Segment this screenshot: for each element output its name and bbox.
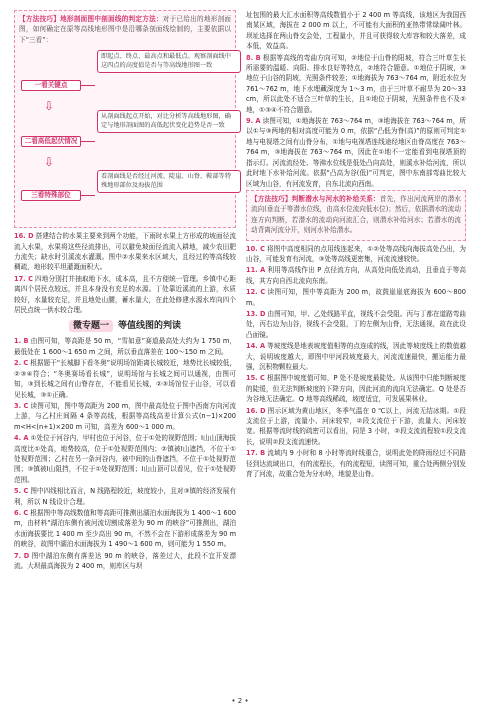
flow-desc-3: 看剖面线是否经过河流、陡崖、山脊、鞍部等特殊地形部位及海拔范围 — [97, 170, 241, 193]
section-heading: 等值线图的判读 — [118, 321, 182, 332]
section-title — [14, 320, 236, 332]
tip-text: 首先，作出河流两岸的潜水流向(垂直于等潜水位线，由高水位流向低水位)；然后，依据潜水的流动连方向判断，若潜水的流动向河流汇合，则潜水补给河水；若潜水的流动背离河流分开，则河水补给潜水。 — [251, 194, 462, 235]
flow-connector — [81, 85, 95, 86]
answer-item: 17. B 流域内 9 小时和 8 小时等流时线重合，说明此处的降雨经过不同路径到达流域出口，有的流程长，有的流程短，读图可知，重合处两侧分别发育了河流，故重合处为分水岭，地貌是山脊。 — [246, 449, 466, 479]
answer-item: 9. A 读图可知，①地海拔在 763～764 m，③地海拔在 763～764 m，所以①与③两地的相对高度可能为 0 m，依据“凸低为脊(高)”的原则可判定①地与电视塔之间有山脊分布，①地与电视塔连线途经地区由脊高度在 763～764 m，③地海拔在 763～764 m，因此在①地不一定能看到电视塔顶的指示灯。河流流经处、等沸水位线是低处凸向高处，则溪水补给河流，所以此时地下水补给河流。依据“凸高为谷(低)”可判定，图中东南部弯曲比较大区域为山谷，有河流发育，自东北流向西南。 — [246, 117, 466, 188]
answer-item: 14. A 等坡度线是地表坡度值相等的点连成的线，因此等坡度线上的数值越大，说明坡度越大，即图中甲河段坡度最大，河流流速最快，搬运能力最强，沉积物颗粒最大。 — [246, 342, 466, 371]
answer-item: 5. C 图中四线相比而言，N 线路程较近，坡度较小，且对③镇的经济发展有利，所以 N 线设计合理。 — [14, 487, 236, 506]
answer-item: 15. C 根据图中坡度值可知，P 处不是坡度最陡处。从该图中只能判断坡度的陡缓，但无法判断坡度的下降方向，因此河流的流向无法确定。Q 处是否为谷地无法确定。Q 地等高线稀疏，坡度适宜，可发展果林业。 — [246, 374, 466, 404]
right-column — [246, 10, 466, 480]
answer-item: 4. A ①处位于河谷内，甲村也位于河谷，位于①处的视野范围；Ⅰ山山顶海拔高度比①处高，地势较高，位于①处视野范围内；②镇被Ⅰ山遮挡，不位于①处视野范围；乙村在另一条河谷内，被中间的山脊遮挡，不位于①处视野范围；③镇被Ⅰ山阻挡，不位于①处视野范围；Ⅰ山山顶可以看见，位于①处视野范围。 — [14, 434, 236, 484]
answer-item: 17. C 四地分别打井抽取地下水，成本高，且不方便统一管理。乡镇中心距离四个居民点较远，并且本身没有充足的水源。丁处靠近溪流的上游，水质较好，水量较充足，并且地处山腰，蓄水量大，在此处修建水源水库向四个居民点统一供水较合理。 — [14, 274, 236, 315]
tip-box-groundwater — [246, 190, 466, 241]
section-pill: 微专题一 — [69, 320, 113, 332]
flow-step-3: 三看特殊部位 — [21, 190, 81, 201]
flow-step-1: 一看关键点 — [21, 80, 81, 91]
arrow-down-icon: ⇩ — [43, 99, 55, 114]
answer-item: 8. B 根据等高线的弯曲方向可知，②地位于山脊的阳坡，符合三叶草生长所需要的温暖、向阳、排水良好等特点，②地符合题意。①地位于阴坡，③地位于山谷的阴坡，光照条件较差；①地海拔为 763～764 m，附近水位为 761～762 m，地下水埋藏深度为 1～3 m，由于三叶草不耐旱为 20～33 cm，所以此处不适合三叶草的生长，且①地位于阴坡，光照条件也不及②地，①③④不符合题意。 — [246, 53, 466, 114]
flow-desc-2: 从剖面线起点开始，对比分析等高线地形图，确定与地形剖面图的高低起伏变化趋势是否一致 — [97, 110, 241, 133]
answer-item: 12. C 读图可知，图中等高距为 200 m，故鼓崖崖底海拔为 600～800 m。 — [246, 288, 466, 307]
answer-item: 7. D 图中湖泊东侧有落差达 90 m 的峡谷，落差过大，此段不宜开发漂流。大坝最高海拔为 2 400 m，则库区与坝 — [14, 551, 236, 570]
answer-item: 16. D 搭建结合的水果主要来到两个功能，下雨时水果上方形成的坡面径流流入水果，水果将这些径流排出，可以避免坡面径流流入耕地，减少农田肥力流失；缺水时引溪流水灌溉。图中②水果来水区域大，且经过的等高线较稠疏，地形较平坦灌溉面积大。 — [14, 232, 237, 272]
tip-heading: 【方法技巧】判断潜水与河水的补给关系： — [251, 194, 380, 203]
flow-connector — [81, 141, 95, 142]
flow-connector — [81, 195, 95, 196]
answer-item: 11. A 利用等高线作出 P 点径流方向，从高处向低处流动，且垂直于等高线，其方向自西北流向东南。 — [246, 266, 466, 285]
three-look-flowchart — [19, 48, 231, 220]
tip-box-profile — [14, 10, 236, 228]
answer-item: 1. B 由图可知，等高距是 50 m，“雪如意”赛道最高处大约为 1 750 m，最低处在 1 600～1 650 m 之间，所以垂直落差在 100～150 m 之间。 — [14, 337, 236, 356]
page-number: • 2 • — [231, 697, 249, 705]
answer-item: 13. D 由图可知，甲、乙处线路平直，视线不会受阻。丙与丁都在道路弯曲处，丙右边为山谷，视线不会受阻，丁的左侧为山脊，无法通视，故在此设凸面镜。 — [246, 309, 467, 339]
answer-item: 3. C 读图可知，图中等高距为 200 m，图中最高处位于图中西南方向河流上游，与乙村庄间隔 4 条等高线，根据等高线高差计算公式(n−1)×200 m<H<(n+1)×200 m 可知，高差为 600～1 000 m。 — [14, 401, 236, 431]
answer-page — [14, 10, 466, 700]
flow-step-2: 二看高低起伏情况 — [21, 136, 81, 147]
tip-intro: 对于已给出的地形剖面图，如何确定在原等高线地形图中是沿哪条剖面线绘制的，主要依据以下“三看”： — [19, 15, 232, 44]
left-column — [14, 10, 236, 572]
answer-item: 10. C 将图中高度相同的点用线连起来，①②处等高线向海拔高处凸出，为山谷，可能发育有河流，③处等高线更密集，河流流速较快。 — [246, 244, 466, 263]
flow-desc-1: 即起点、终点、最高点和最低点。观察剖面线中这四点的高度值是否与等高线地形图一致 — [97, 50, 241, 73]
answer-item: 址包围的最大汇水面积等高线数值小于 2 400 m 等高线，该地区为我国西南某区域，海拔在 2 000 m 以上，不可能有大面积的亚热带常绿阔叶林。坝址选择在两山脊交会处，工程量小，并且可获得较大库容和较大落差，成本低，效益高。 — [246, 11, 466, 51]
arrow-down-icon: ⇩ — [43, 155, 55, 170]
answer-item: 2. C 根据题干“长城脚下看冬奥”说明场馆距离长城较近，地势比长城较低，②③④符合；“冬奥赛场看长城”，说明场馆与长城之间可以通视，由图可知，③到长城之间有山脊存在，不能看见长城，②③场馆位于山谷，可以看见长城，③①正确。 — [14, 359, 236, 399]
answer-item: 6. C 根据图中等高线数值和等高距可推测出湖泊水面海拔为 1 400～1 600 m，由材料“湖泊东侧有被河流切割成落差为 90 m 的峡谷”可推测出，湖泊水面海拔要比 1 400 m 至少高出 90 m，不然不会在下游形成落差为 90 m 的峡谷，故图中湖泊水面海拔为 1 490～1 600 m，则可能为 1 550 m。 — [14, 508, 236, 549]
answer-item: 16. D 图示区域为黄山地区，冬季气温在 0 ℃以上，河流无结冰期。①段支流位于上游，流量小、河床较窄，②段支流位于下游，流量大、河床较宽。根据等流时线的疏密可以看出，同是 3 小时，②段支流流程较①段支流长，说明②段支流流速快。 — [246, 406, 466, 446]
tip-heading: 【方法技巧】地形剖面图中剖面线的判定方法： — [19, 15, 163, 23]
